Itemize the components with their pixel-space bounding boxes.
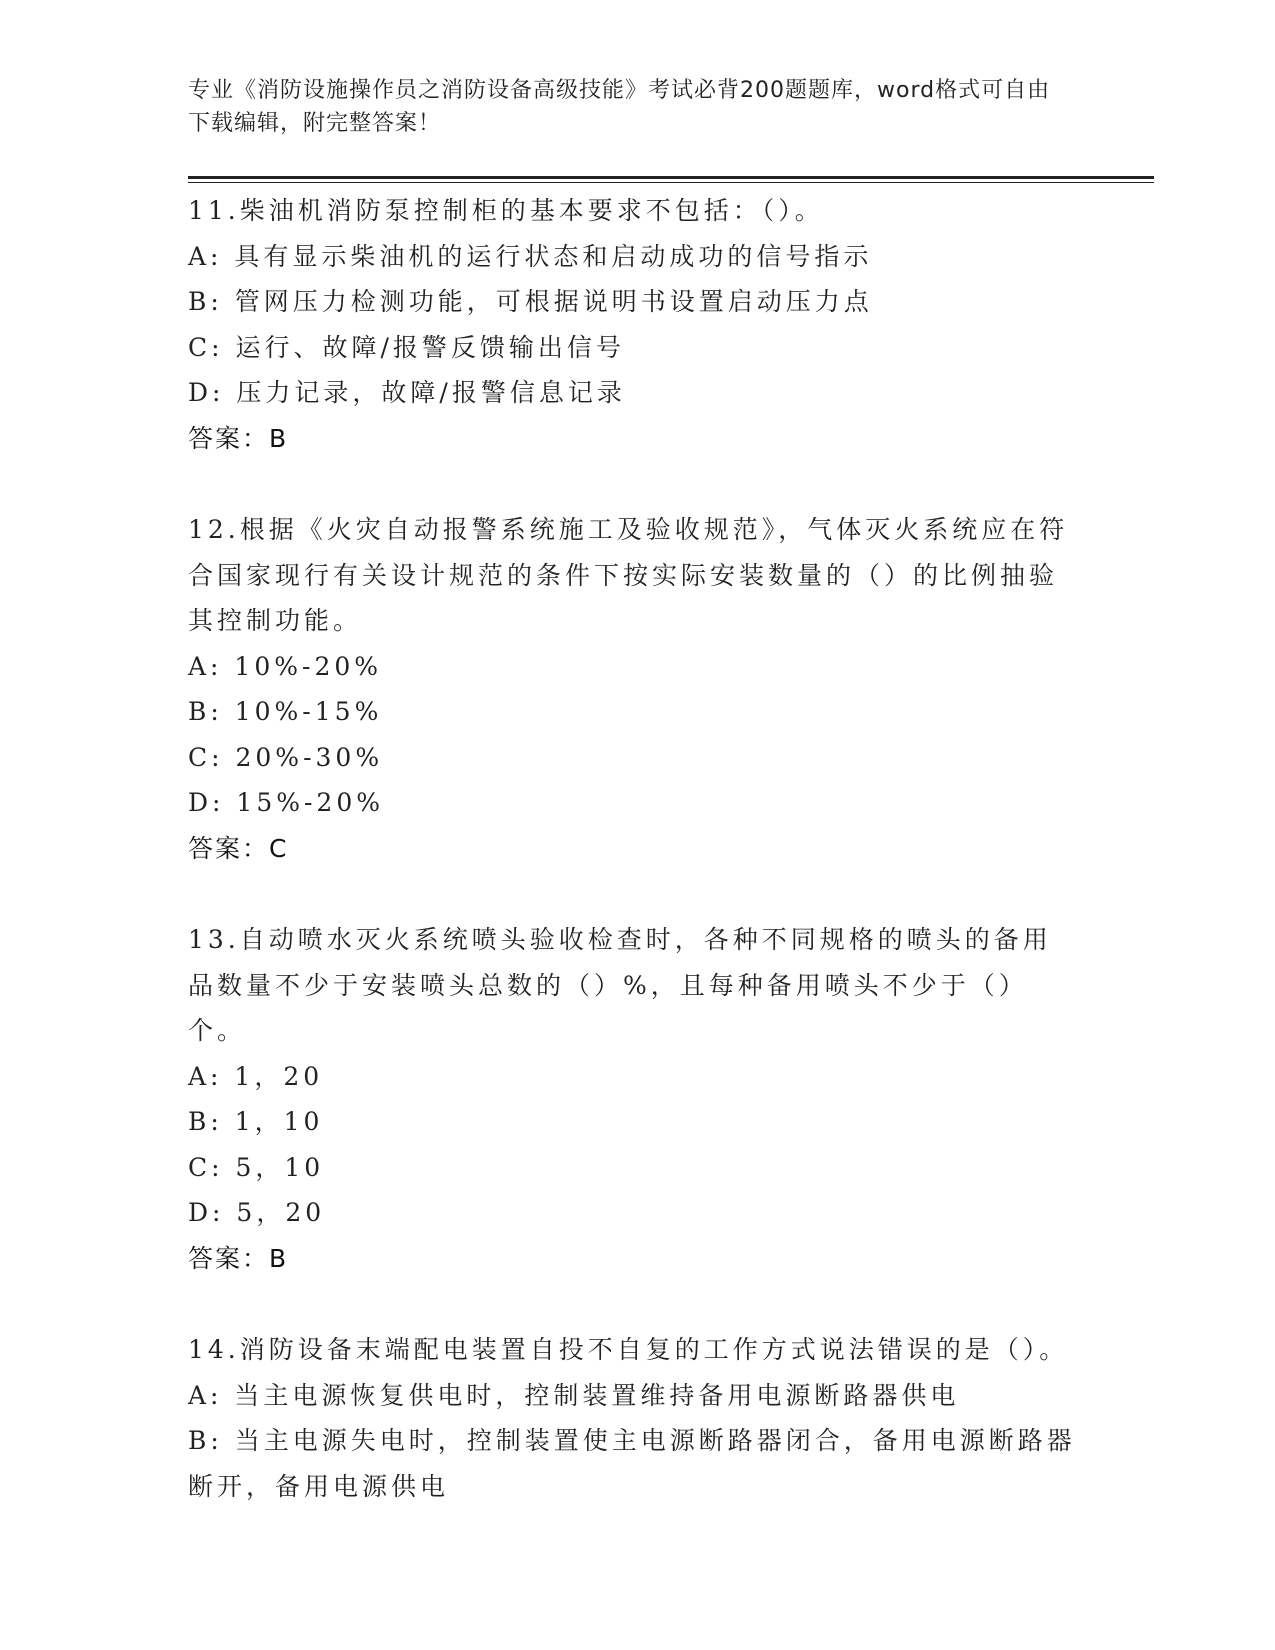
option-b: B: 管网压力检测功能，可根据说明书设置启动压力点 [188,287,873,316]
answer-line: 答案：B [188,1243,289,1273]
option-b: B: 10%-15% [188,697,383,726]
answer-line: 答案：B [188,423,289,453]
header-divider-thick [188,176,1154,179]
header-divider-thin [188,182,1154,183]
option-c: C: 5，10 [188,1152,325,1182]
question-11 [188,188,1088,461]
document-header: 专业《消防设施操作员之消防设备高级技能》考试必背200题题库，word格式可自由下载编辑，附完整答案！ [188,78,1051,136]
question-13 [188,917,1088,1281]
question-stem: 14.消防设备末端配电装置自投不自复的工作方式说法错误的是（）。 [188,1335,1069,1364]
option-b: B: 1，10 [188,1107,324,1136]
option-a: A: 10%-20% [188,651,383,681]
question-12 [188,507,1088,871]
option-a: A: 具有显示柴油机的运行状态和启动成功的信号指示 [188,241,873,271]
option-d: D: 15%-20% [188,788,384,817]
question-list [188,188,1088,1509]
question-stem: 11.柴油机消防泵控制柜的基本要求不包括：（）。 [188,196,824,225]
question-stem: 13.自动喷水灭火系统喷头验收检查时，各种不同规格的喷头的备用品数量不少于安装喷头总数的（）%，且每种备用喷头不少于（）个。 [188,925,1052,1045]
option-b: B: 当主电源失电时，控制装置使主电源断路器闭合，备用电源断路器断开，备用电源供电 [188,1426,1076,1501]
option-c: C: 20%-30% [188,742,384,772]
answer-line: 答案：C [188,833,289,863]
option-d: D: 压力记录，故障/报警信息记录 [188,378,626,407]
option-c: C: 运行、故障/报警反馈输出信号 [188,332,625,362]
option-d: D: 5，20 [188,1198,326,1227]
option-a: A: 当主电源恢复供电时，控制装置维持备用电源断路器供电 [188,1380,960,1410]
question-stem: 12.根据《火灾自动报警系统施工及验收规范》，气体灭火系统应在符合国家现行有关设计规范的条件下按实际安装数量的（）的比例抽验其控制功能。 [188,515,1069,635]
option-a: A: 1，20 [188,1061,324,1091]
question-14 [188,1327,1088,1509]
